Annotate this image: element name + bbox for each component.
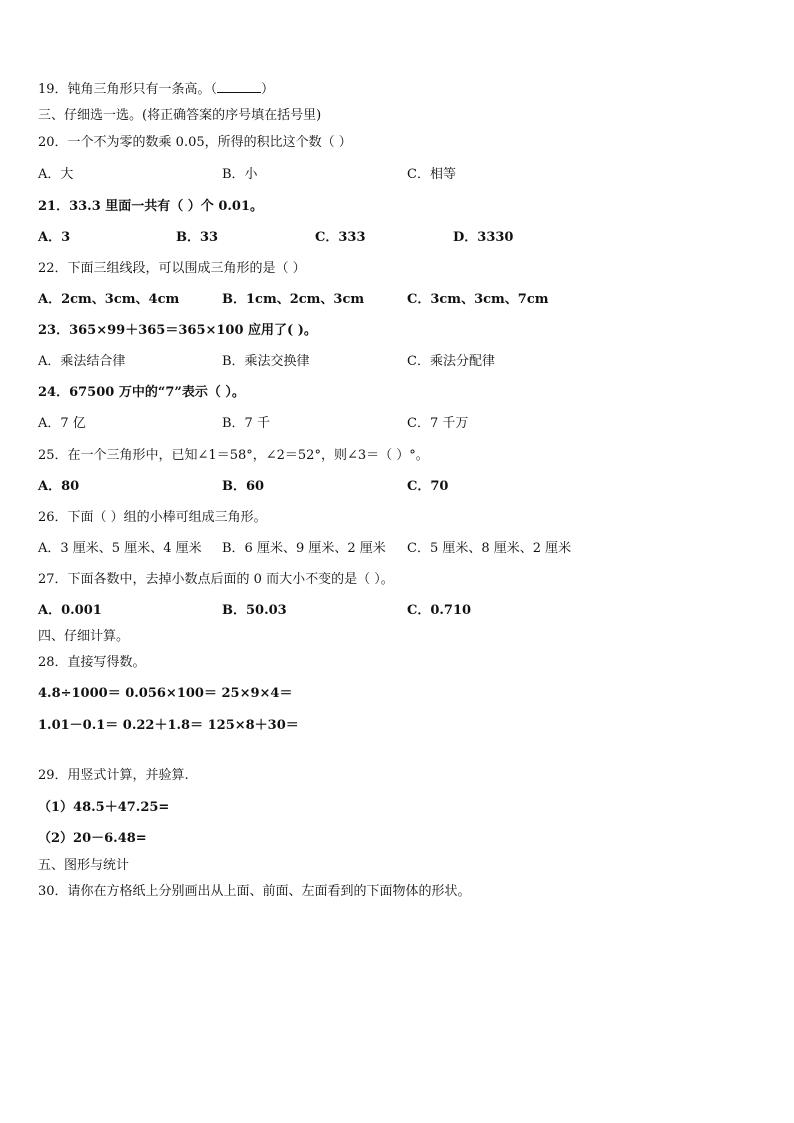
- vertical-calc-1: （1）48.5＋47.25=: [38, 800, 170, 815]
- section-4-heading: 四、仔细计算。: [38, 629, 130, 644]
- section-5-heading: 五、图形与统计: [38, 858, 130, 873]
- option-d[interactable]: D．3330: [453, 230, 514, 245]
- option-b[interactable]: B．33: [176, 230, 219, 245]
- question-27: 27．下面各数中，去掉小数点后面的 0 而大小不变的是（ ）。: [38, 572, 394, 587]
- question-23: 23．365×99＋365＝365×100 应用了( )。: [38, 323, 317, 338]
- vertical-calc-2: （2）20－6.48=: [38, 831, 147, 846]
- option-b[interactable]: B．乘法交换律: [222, 354, 310, 369]
- mental-math-row-1: 4.8÷1000＝ 0.056×100＝ 25×9×4＝: [38, 686, 293, 701]
- question-19: [38, 80, 274, 98]
- answer-blank[interactable]: [217, 80, 261, 93]
- option-b[interactable]: B．6 厘米、9 厘米、2 厘米: [222, 541, 386, 556]
- question-29: 29．用竖式计算，并验算.: [38, 768, 189, 783]
- question-30: 30．请你在方格纸上分别画出从上面、前面、左面看到的下面物体的形状。: [38, 884, 471, 899]
- option-c[interactable]: C．70: [407, 479, 449, 494]
- question-21: 21．33.3 里面一共有（ ）个 0.01。: [38, 199, 263, 214]
- mental-math-row-2: 1.01－0.1＝ 0.22＋1.8＝ 125×8＋30＝: [38, 718, 299, 733]
- option-c[interactable]: C．333: [315, 230, 366, 245]
- question-26: 26．下面（ ）组的小棒可组成三角形。: [38, 510, 267, 525]
- question-19-text: 19．钝角三角形只有一条高。（: [38, 82, 218, 97]
- option-c[interactable]: C．3cm、3cm、7cm: [407, 292, 549, 307]
- option-c[interactable]: C．0.710: [407, 603, 472, 618]
- question-28: 28．直接写得数。: [38, 655, 146, 670]
- question-20: 20．一个不为零的数乘 0.05，所得的积比这个数（ ）: [38, 135, 352, 150]
- option-b[interactable]: B．小: [222, 167, 258, 182]
- option-a[interactable]: A．0.001: [38, 603, 102, 618]
- option-a[interactable]: A．大: [38, 167, 74, 182]
- option-a[interactable]: A．3: [38, 230, 71, 245]
- option-c[interactable]: C．乘法分配律: [407, 354, 495, 369]
- option-a[interactable]: A．7 亿: [38, 416, 86, 431]
- option-a[interactable]: A．乘法结合律: [38, 354, 126, 369]
- option-b[interactable]: B．50.03: [222, 603, 287, 618]
- question-19-close: ）: [261, 82, 275, 97]
- option-a[interactable]: A．2cm、3cm、4cm: [38, 292, 180, 307]
- option-b[interactable]: B．7 千: [222, 416, 270, 431]
- option-a[interactable]: A．80: [38, 479, 80, 494]
- question-25: 25．在一个三角形中，已知∠1＝58°，∠2＝52°，则∠3＝（ ）°。: [38, 448, 429, 463]
- section-3-heading: 三、仔细选一选。(将正确答案的序号填在括号里): [38, 108, 322, 123]
- option-a[interactable]: A．3 厘米、5 厘米、4 厘米: [38, 541, 202, 556]
- question-22: 22．下面三组线段，可以围成三角形的是（ ）: [38, 261, 306, 276]
- option-c[interactable]: C．5 厘米、8 厘米、2 厘米: [407, 541, 572, 556]
- question-24: 24．67500 万中的“7”表示（ ）。: [38, 385, 245, 400]
- option-c[interactable]: C．相等: [407, 167, 456, 182]
- option-b[interactable]: B．1cm、2cm、3cm: [222, 292, 365, 307]
- option-c[interactable]: C．7 千万: [407, 416, 469, 431]
- option-b[interactable]: B．60: [222, 479, 265, 494]
